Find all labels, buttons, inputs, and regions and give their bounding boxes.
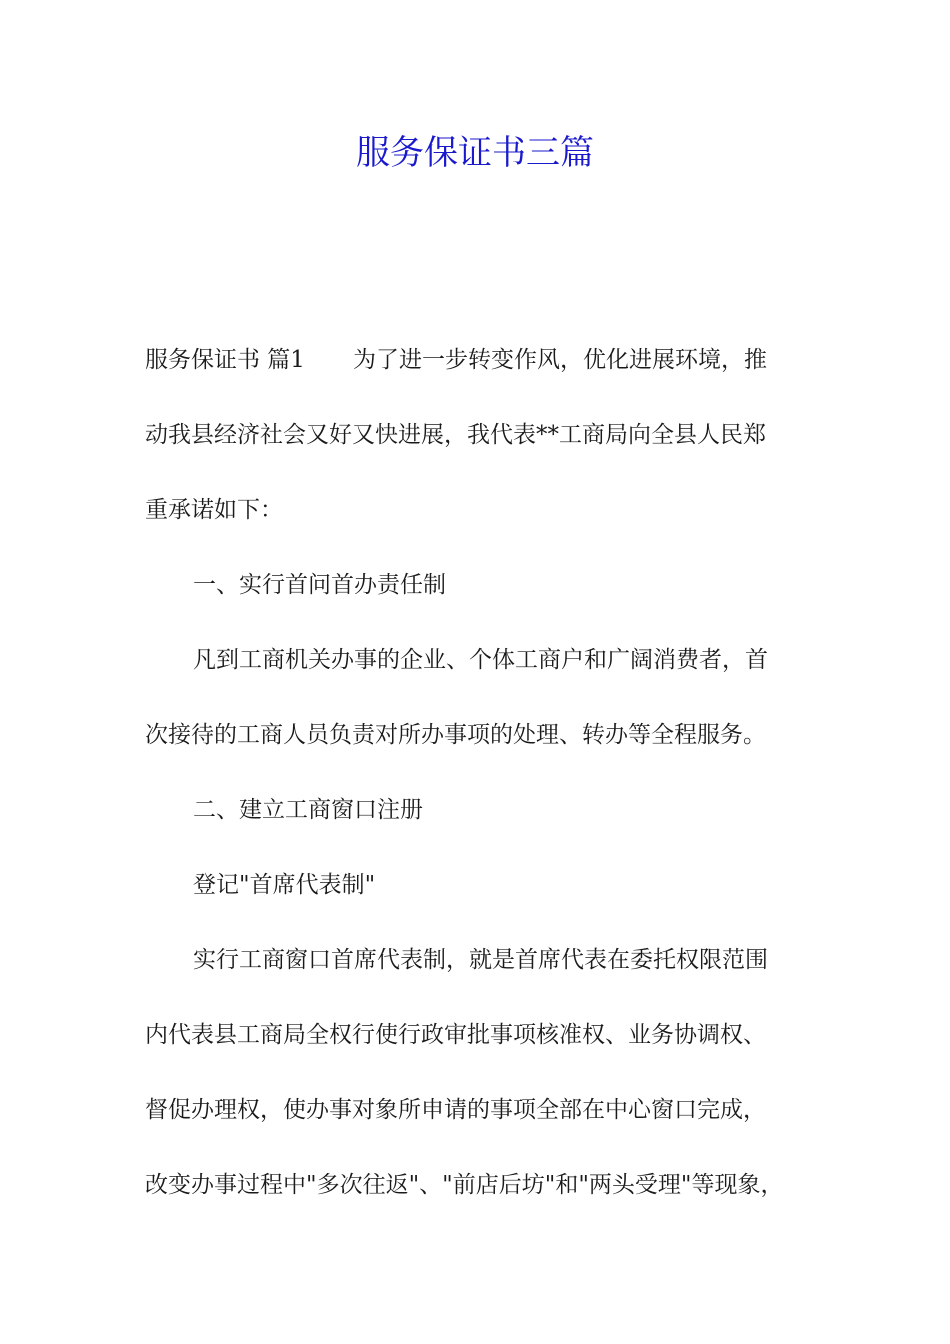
paragraph-line-9: 实行工商窗口首席代表制，就是首席代表在委托权限范围 bbox=[193, 947, 768, 973]
paragraph-line-11: 督促办理权，使办事对象所申请的事项全部在中心窗口完成， bbox=[145, 1097, 766, 1123]
section-heading-2: 二、建立工商窗口注册 bbox=[193, 797, 423, 823]
section-heading: 服务保证书 篇1 bbox=[145, 347, 305, 373]
paragraph-text: 为了进一步转变作风，优化进展环境，推 bbox=[352, 347, 767, 373]
paragraph-line-1 bbox=[145, 338, 810, 413]
paragraph-line-8: 登记"首席代表制" bbox=[193, 872, 376, 898]
paragraph-line-10: 内代表县工商局全权行使行政审批事项核准权、业务协调权、 bbox=[145, 1022, 766, 1048]
paragraph-line-12: 改变办事过程中"多次往返"、"前店后坊"和"两头受理"等现象， bbox=[145, 1172, 784, 1198]
paragraph-line-3: 重承诺如下： bbox=[145, 497, 283, 523]
paragraph-line-6: 次接待的工商人员负责对所办事项的处理、转办等全程服务。 bbox=[145, 722, 766, 748]
document-title: 服务保证书三篇 bbox=[356, 133, 594, 173]
section-heading-1: 一、实行首问首办责任制 bbox=[193, 572, 446, 598]
paragraph-line-2: 动我县经济社会又好又快进展，我代表**工商局向全县人民郑 bbox=[145, 422, 766, 448]
document-body bbox=[145, 338, 810, 1238]
paragraph-line-5: 凡到工商机关办事的企业、个体工商户和广阔消费者，首 bbox=[193, 647, 768, 673]
